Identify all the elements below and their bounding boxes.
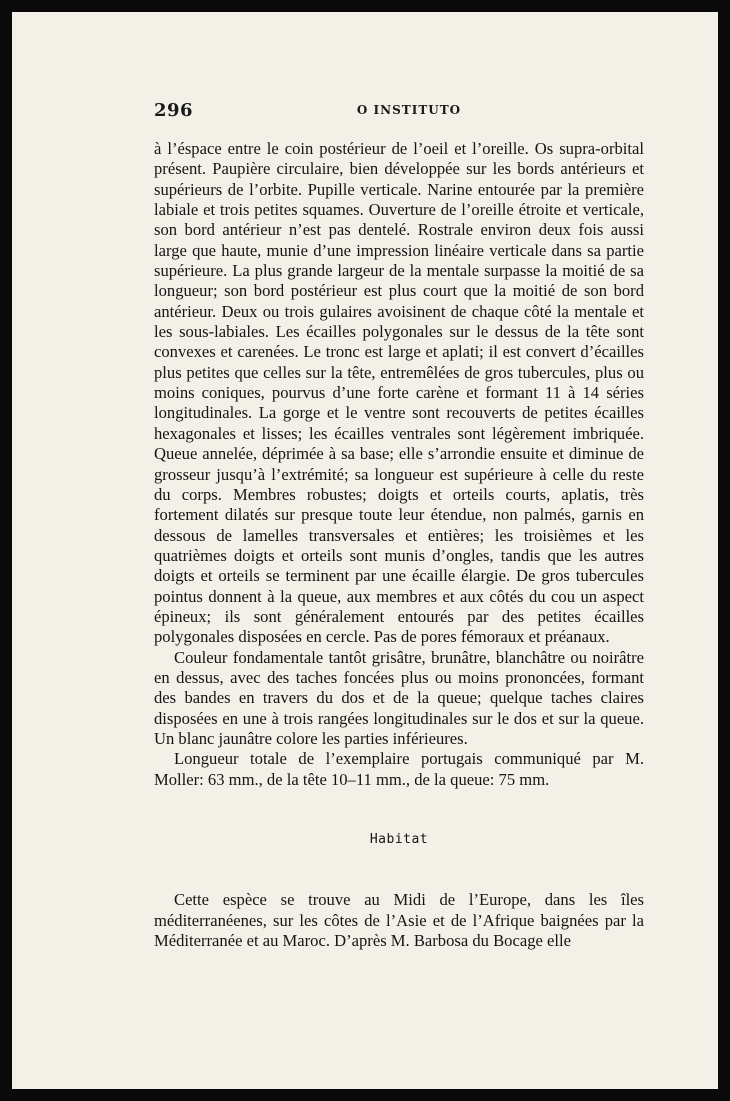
coloration-paragraph: Couleur fondamentale tantôt grisâtre, brunâtre, blanchâtre ou noirâtre en dessus, avec des taches foncées plus ou moins prononcées, formant des bandes en travers du dos et de la queue; quelque taches claires disposées en une à trois rangées longitudinales sur le dos et sur la queue. Un blanc jaunâtre colore les parties inférieures. [154,647,644,748]
book-page [12,12,718,1089]
page-body [154,139,644,951]
length-paragraph: Longueur totale de l’exemplaire portugais communiqué par M. Moller: 63 mm., de la tête 10–11 mm., de la queue: 75 mm. [154,749,644,789]
page-number: 296 [154,100,194,121]
habitat-paragraph: Cette espèce se trouve au Midi de l’Europe, dans les îles méditerranéenes, sur les côtes de l’Asie et de l’Afrique baignées par la Méditerranée et au Maroc. D’après M. Barbosa du Bocage elle [154,890,644,951]
running-title: O INSTITUTO [356,103,462,117]
description-paragraph: à l’éspace entre le coin postérieur de l’oeil et l’oreille. Os supra-orbital présent. Paupière circulaire, bien développée sur les bords antérieurs et supérieurs de l’orbite. Pupille verticale. Narine entourée par la première labiale et trois petites squames. Ouverture de l’oreille étroite et verticale, son bord antérieur n’est pas dentelé. Rostrale environ deux fois aussi large que haute, munie d’une impression linéaire verticale dans sa partie supérieure. La plus grande largeur de la mentale surpasse la moitié de sa longueur; son bord postérieur est plus court que la moitié de son bord antérieur. Deux ou trois gulaires avoisinent de chaque côté la mentale et les sous-labiales. Les écailles polygonales sur le dessus de la tête sont convexes et carenées. Le tronc est large et aplati; il est convert d’écailles plus petites que celles sur la tête, entremêlées de gros tubercules, plus ou moins coniques, pourvus d’une forte carène et formant 11 à 14 séries longitudinales. La gorge et le ventre sont recouverts de petites écailles hexagonales et lisses; les écailles ventrales sont légèrement imbriquée. Queue annelée, déprimée à sa base; elle s’arrondie ensuite et diminue de grosseur jusqu’à l’extrémité; sa longueur est supérieure à celle du reste du corps. Membres robustes; doigts et orteils courts, aplatis, très fortement dilatés sur presque toute leur étendue, non palmés, garnis en dessous de lamelles transversales et entières; les troisièmes et les quatrièmes doigts et orteils sont munis d’ongles, tandis que les autres doigts et orteils se terminent par une écaille élargie. De gros tubercules pointus donnent à la queue, aux membres et aux côtés du cou un aspect épineux; ils sont généralement entourés par des petites écailles polygonales disposées en cercle. Pas de pores fémoraux et préanaux. [154,139,644,647]
page-header [154,100,664,124]
section-heading-habitat: Habitat [369,832,429,847]
